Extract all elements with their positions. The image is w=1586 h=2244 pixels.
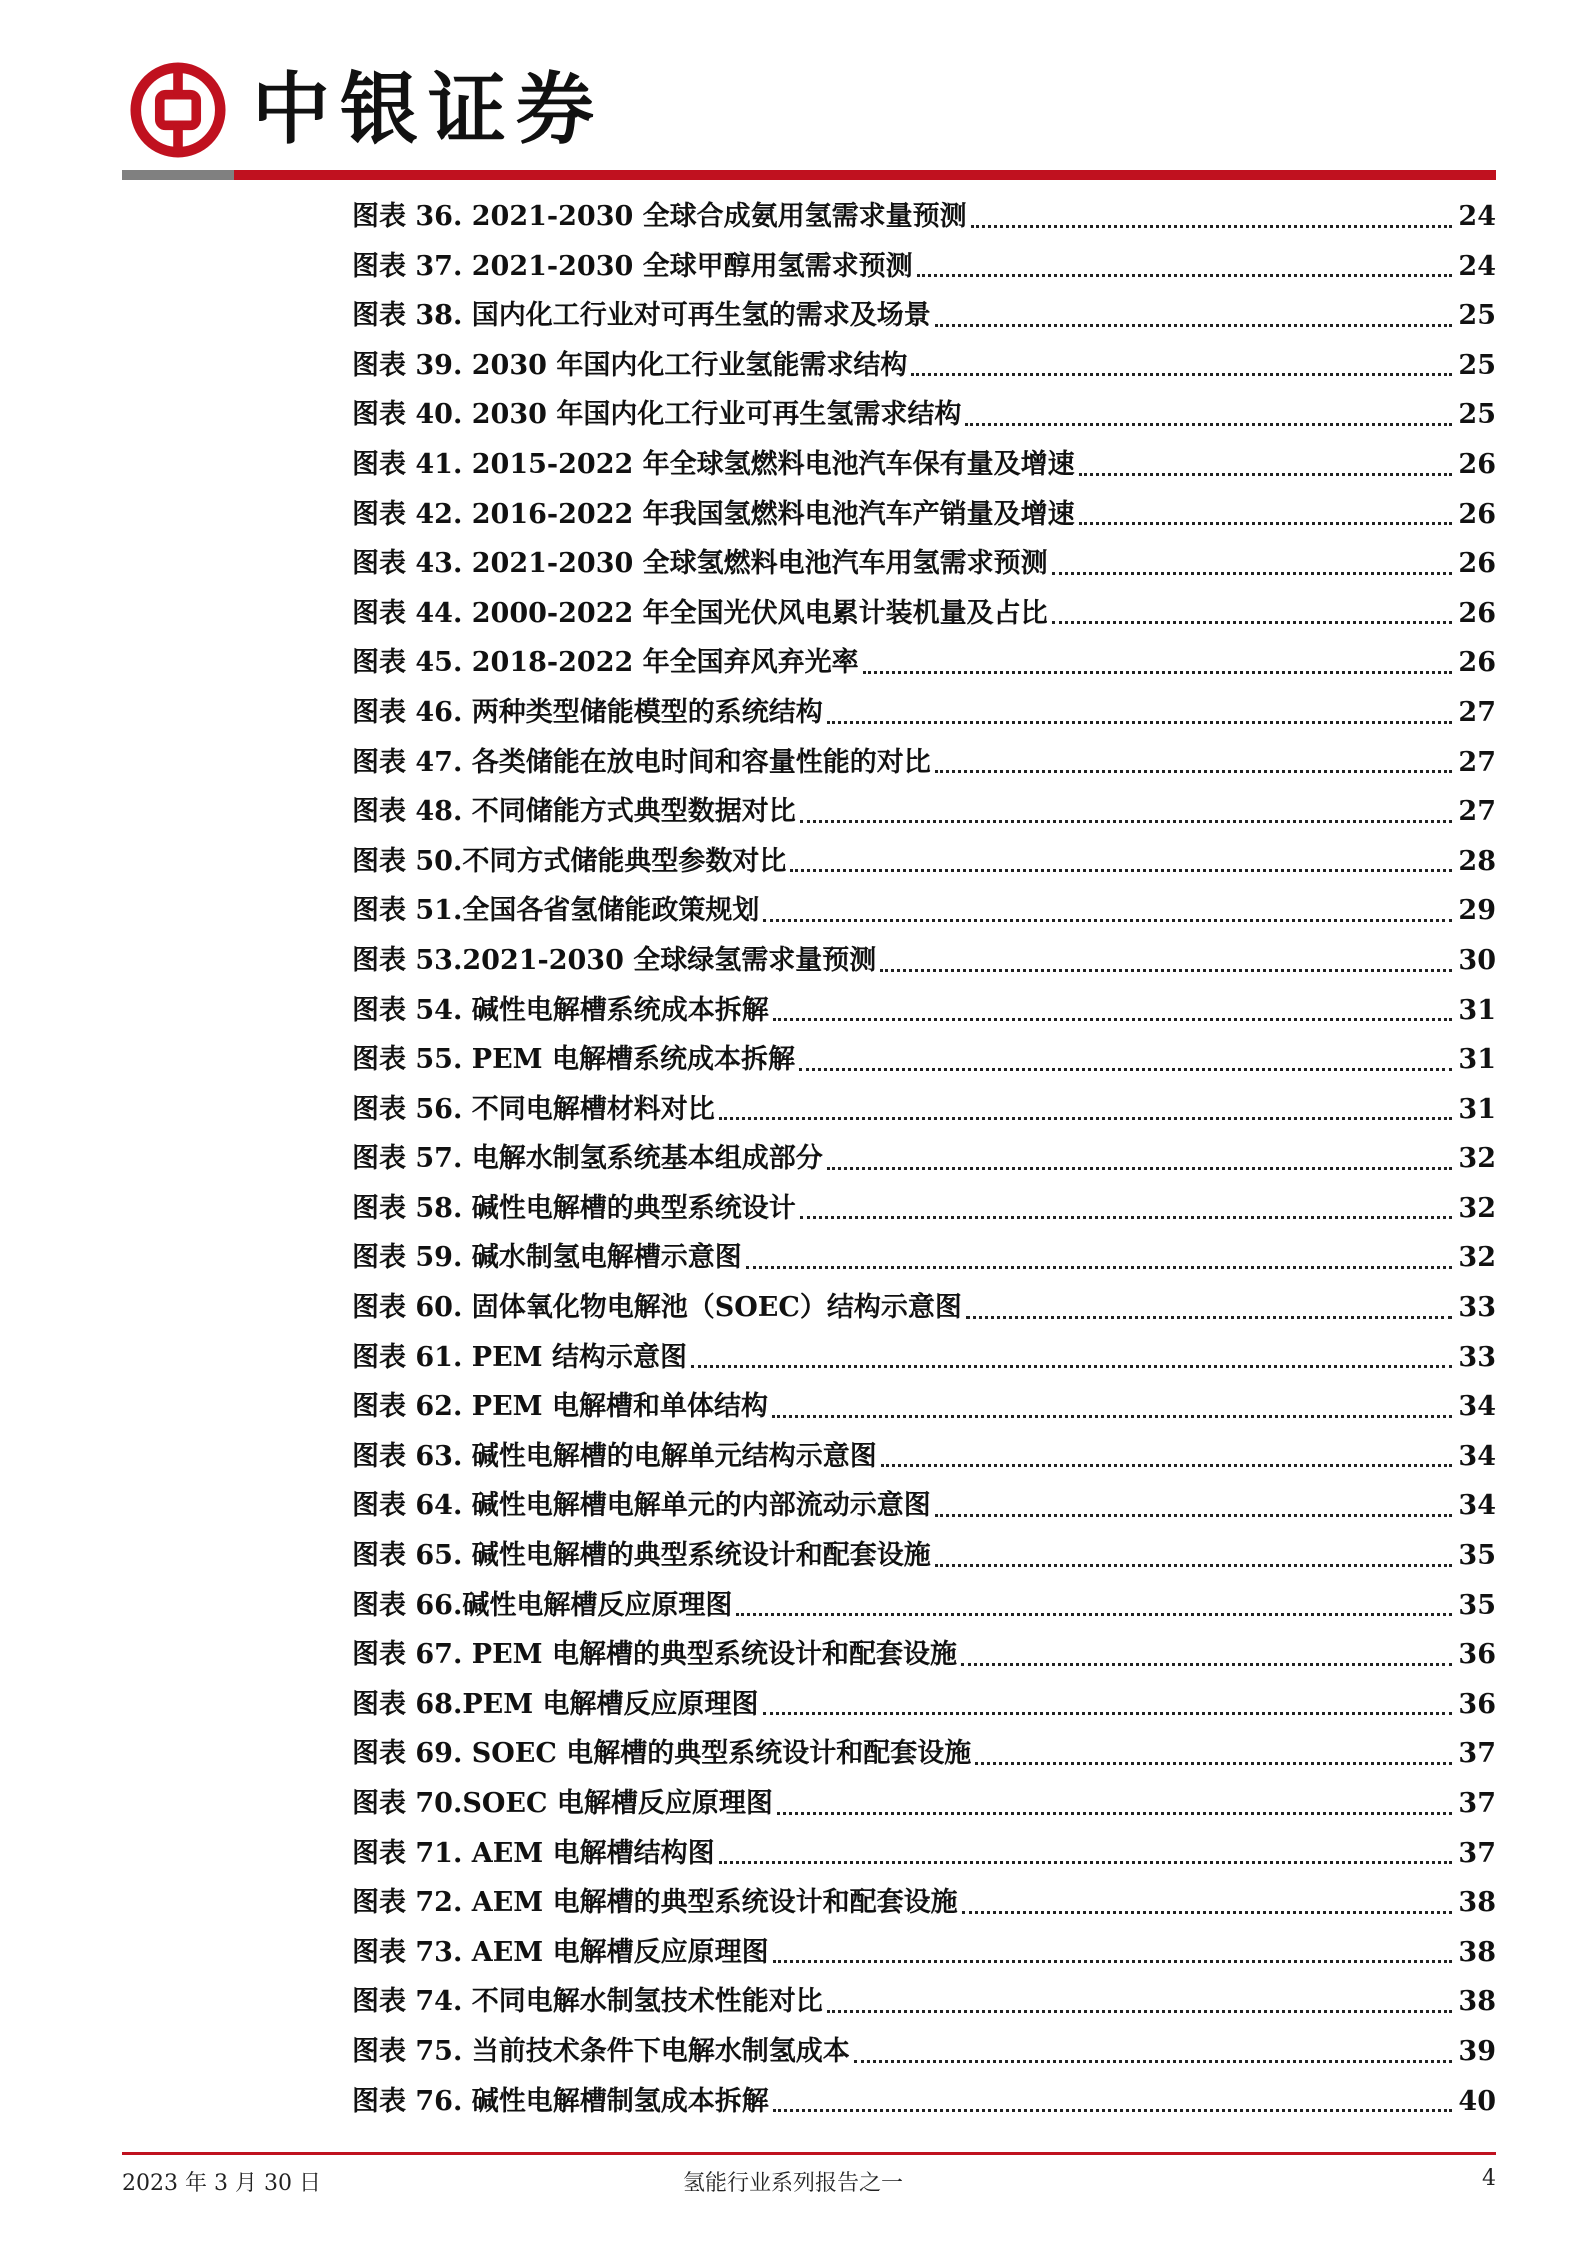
toc-dot-leader [799, 1066, 1452, 1071]
toc-entry-page: 35 [1458, 1589, 1496, 1621]
toc-entry[interactable] [352, 1928, 1496, 1978]
brand-name: 中银证券 [252, 64, 605, 155]
toc-entry[interactable] [352, 2077, 1496, 2127]
toc-entry[interactable] [352, 1581, 1496, 1631]
toc-entry-page: 38 [1458, 1936, 1496, 1968]
toc-entry-label: 图表 46. 两种类型储能模型的系统结构 [352, 696, 823, 728]
toc-entry-page: 28 [1458, 845, 1496, 877]
toc-entry[interactable] [352, 490, 1496, 540]
toc-dot-leader [935, 1512, 1452, 1517]
toc-entry-page: 27 [1458, 746, 1496, 778]
toc-dot-leader [1052, 619, 1452, 624]
toc-entry[interactable] [352, 390, 1496, 440]
toc-entry-page: 26 [1458, 647, 1496, 679]
header-rule-red [234, 170, 1496, 180]
toc-dot-leader [772, 1413, 1452, 1418]
toc-dot-leader [1052, 570, 1452, 575]
toc-entry[interactable] [352, 1382, 1496, 1432]
toc-entry-label: 图表 68.PEM 电解槽反应原理图 [352, 1688, 759, 1720]
toc-dot-leader [719, 1859, 1452, 1864]
footer-date: 2023 年 3 月 30 日 [122, 2171, 321, 2196]
toc-entry-page: 26 [1458, 448, 1496, 480]
toc-entry[interactable] [352, 1531, 1496, 1581]
toc-entry-label: 图表 63. 碱性电解槽的电解单元结构示意图 [352, 1440, 877, 1472]
toc-dot-leader [935, 1562, 1452, 1567]
toc-entry[interactable] [352, 1134, 1496, 1184]
toc-entry[interactable] [352, 638, 1496, 688]
toc-entry-label: 图表 42. 2016-2022 年我国氢燃料电池汽车产销量及增速 [352, 498, 1075, 530]
toc-entry-label: 图表 37. 2021-2030 全球甲醇用氢需求预测 [352, 250, 913, 282]
toc-entry[interactable] [352, 1184, 1496, 1234]
toc-dot-leader [773, 1016, 1452, 1021]
toc-entry[interactable] [352, 787, 1496, 837]
toc-dot-leader [746, 1264, 1452, 1269]
toc-entry-label: 图表 73. AEM 电解槽反应原理图 [352, 1936, 769, 1968]
toc-entry[interactable] [352, 1729, 1496, 1779]
toc-entry-page: 33 [1458, 1341, 1496, 1373]
toc-dot-leader [917, 272, 1452, 277]
toc-entry[interactable] [352, 440, 1496, 490]
toc-entry[interactable] [352, 1630, 1496, 1680]
toc-entry-label: 图表 66.碱性电解槽反应原理图 [352, 1589, 733, 1621]
toc-entry[interactable] [352, 539, 1496, 589]
toc-dot-leader [935, 322, 1452, 327]
toc-entry[interactable] [352, 1680, 1496, 1730]
toc-entry[interactable] [352, 1977, 1496, 2027]
toc-entry-page: 40 [1458, 2085, 1496, 2117]
figure-index-list [352, 192, 1496, 2126]
toc-dot-leader [965, 421, 1452, 426]
toc-entry-label: 图表 50.不同方式储能典型参数对比 [352, 845, 787, 877]
toc-entry-page: 31 [1458, 1044, 1496, 1076]
toc-entry-label: 图表 60. 固体氧化物电解池（SOEC）结构示意图 [352, 1292, 962, 1324]
toc-dot-leader [827, 1165, 1452, 1170]
toc-entry[interactable] [352, 1779, 1496, 1829]
toc-entry[interactable] [352, 1333, 1496, 1383]
toc-entry-label: 图表 64. 碱性电解槽电解单元的内部流动示意图 [352, 1490, 931, 1522]
toc-entry-page: 35 [1458, 1540, 1496, 1572]
toc-dot-leader [790, 867, 1452, 872]
toc-entry-page: 31 [1458, 994, 1496, 1026]
toc-dot-leader [911, 371, 1452, 376]
toc-entry-label: 图表 53.2021-2030 全球绿氢需求量预测 [352, 944, 877, 976]
toc-entry[interactable] [352, 688, 1496, 738]
toc-entry-label: 图表 71. AEM 电解槽结构图 [352, 1837, 715, 1869]
toc-entry[interactable] [352, 1829, 1496, 1879]
page-header [122, 40, 1472, 170]
toc-entry[interactable] [352, 1481, 1496, 1531]
footer-rule [122, 2152, 1496, 2155]
toc-dot-leader [966, 1314, 1452, 1319]
toc-entry-label: 图表 45. 2018-2022 年全国弃风弃光率 [352, 647, 859, 679]
toc-entry-label: 图表 47. 各类储能在放电时间和容量性能的对比 [352, 746, 931, 778]
toc-entry-page: 32 [1458, 1192, 1496, 1224]
toc-entry[interactable] [352, 738, 1496, 788]
toc-entry-page: 25 [1458, 300, 1496, 332]
toc-entry-page: 27 [1458, 796, 1496, 828]
toc-entry-page: 25 [1458, 399, 1496, 431]
toc-entry[interactable] [352, 886, 1496, 936]
toc-entry-label: 图表 59. 碱水制氢电解槽示意图 [352, 1242, 742, 1274]
toc-entry-label: 图表 62. PEM 电解槽和单体结构 [352, 1391, 768, 1423]
toc-entry-page: 25 [1458, 349, 1496, 381]
bank-of-china-logo [130, 62, 226, 158]
toc-entry-page: 34 [1458, 1391, 1496, 1423]
toc-entry-label: 图表 67. PEM 电解槽的典型系统设计和配套设施 [352, 1639, 957, 1671]
toc-entry-page: 24 [1458, 201, 1496, 232]
toc-entry-label: 图表 51.全国各省氢储能政策规划 [352, 895, 760, 927]
toc-dot-leader [1079, 520, 1452, 525]
toc-entry-label: 图表 41. 2015-2022 年全球氢燃料电池汽车保有量及增速 [352, 448, 1075, 480]
toc-entry-page: 39 [1458, 2035, 1496, 2067]
toc-entry[interactable] [352, 589, 1496, 639]
toc-dot-leader [800, 1214, 1452, 1219]
toc-dot-leader [880, 967, 1452, 972]
toc-dot-leader [777, 1810, 1452, 1815]
toc-entry-label: 图表 36. 2021-2030 全球合成氨用氢需求量预测 [352, 201, 967, 232]
toc-entry-label: 图表 44. 2000-2022 年全国光伏风电累计装机量及占比 [352, 597, 1048, 629]
toc-entry[interactable] [352, 837, 1496, 887]
toc-entry[interactable] [352, 192, 1496, 242]
toc-entry[interactable] [352, 1878, 1496, 1928]
toc-entry-page: 36 [1458, 1639, 1496, 1671]
toc-dot-leader [763, 917, 1452, 922]
toc-entry-page: 36 [1458, 1688, 1496, 1720]
toc-entry[interactable] [352, 341, 1496, 391]
toc-entry[interactable] [352, 1085, 1496, 1135]
toc-dot-leader [736, 1611, 1452, 1616]
toc-entry-page: 24 [1458, 250, 1496, 282]
footer-report-title: 氢能行业系列报告之一 [682, 2171, 903, 2196]
toc-entry-page: 37 [1458, 1837, 1496, 1869]
toc-dot-leader [935, 768, 1452, 773]
toc-dot-leader [961, 1661, 1452, 1666]
toc-entry[interactable] [352, 936, 1496, 986]
toc-entry-page: 33 [1458, 1292, 1496, 1324]
toc-entry-page: 38 [1458, 1986, 1496, 2018]
toc-entry-label: 图表 65. 碱性电解槽的典型系统设计和配套设施 [352, 1540, 931, 1572]
toc-entry-label: 图表 56. 不同电解槽材料对比 [352, 1093, 715, 1125]
toc-dot-leader [827, 719, 1452, 724]
toc-entry-page: 37 [1458, 1788, 1496, 1819]
toc-dot-leader [773, 2107, 1452, 2112]
toc-entry-label: 图表 48. 不同储能方式典型数据对比 [352, 796, 796, 828]
toc-entry-page: 26 [1458, 498, 1496, 530]
toc-entry-label: 图表 70.SOEC 电解槽反应原理图 [352, 1788, 773, 1819]
toc-dot-leader [1079, 471, 1452, 476]
toc-dot-leader [975, 1760, 1452, 1765]
toc-entry-page: 34 [1458, 1440, 1496, 1472]
toc-dot-leader [800, 818, 1452, 823]
toc-entry[interactable] [352, 1283, 1496, 1333]
toc-entry[interactable] [352, 1432, 1496, 1482]
toc-entry-page: 32 [1458, 1143, 1496, 1175]
toc-entry-label: 图表 39. 2030 年国内化工行业氢能需求结构 [352, 349, 908, 381]
toc-entry-label: 图表 55. PEM 电解槽系统成本拆解 [352, 1044, 795, 1076]
toc-dot-leader [691, 1363, 1452, 1368]
toc-entry[interactable] [352, 1233, 1496, 1283]
toc-entry-label: 图表 58. 碱性电解槽的典型系统设计 [352, 1192, 796, 1224]
toc-dot-leader [854, 2058, 1452, 2063]
header-rule-gray [122, 170, 234, 180]
toc-dot-leader [827, 2008, 1452, 2013]
toc-dot-leader [719, 1115, 1452, 1120]
toc-dot-leader [773, 1958, 1452, 1963]
toc-dot-leader [881, 1462, 1452, 1467]
toc-entry[interactable] [352, 242, 1496, 292]
toc-entry-page: 26 [1458, 548, 1496, 580]
toc-entry-page: 27 [1458, 696, 1496, 728]
footer-page-number: 4 [1482, 2166, 1496, 2191]
toc-entry-label: 图表 76. 碱性电解槽制氢成本拆解 [352, 2085, 769, 2117]
toc-entry-label: 图表 43. 2021-2030 全球氢燃料电池汽车用氢需求预测 [352, 548, 1048, 580]
toc-entry-page: 31 [1458, 1093, 1496, 1125]
toc-entry-label: 图表 74. 不同电解水制氢技术性能对比 [352, 1986, 823, 2018]
toc-entry-label: 图表 57. 电解水制氢系统基本组成部分 [352, 1143, 823, 1175]
toc-entry-label: 图表 61. PEM 结构示意图 [352, 1341, 687, 1373]
toc-entry-page: 32 [1458, 1242, 1496, 1274]
toc-entry-label: 图表 54. 碱性电解槽系统成本拆解 [352, 994, 769, 1026]
toc-entry-page: 30 [1458, 944, 1496, 976]
toc-entry-page: 38 [1458, 1887, 1496, 1919]
toc-entry-page: 29 [1458, 895, 1496, 927]
toc-dot-leader [971, 223, 1452, 228]
toc-dot-leader [962, 1909, 1452, 1914]
toc-dot-leader [763, 1710, 1452, 1715]
toc-entry-label: 图表 72. AEM 电解槽的典型系统设计和配套设施 [352, 1887, 958, 1919]
toc-entry-page: 37 [1458, 1738, 1496, 1770]
toc-entry[interactable] [352, 1035, 1496, 1085]
toc-entry[interactable] [352, 2027, 1496, 2077]
toc-entry-page: 26 [1458, 597, 1496, 629]
toc-dot-leader [863, 669, 1452, 674]
toc-entry-label: 图表 40. 2030 年国内化工行业可再生氢需求结构 [352, 399, 962, 431]
toc-entry-page: 34 [1458, 1490, 1496, 1522]
toc-entry-label: 图表 69. SOEC 电解槽的典型系统设计和配套设施 [352, 1738, 972, 1770]
toc-entry[interactable] [352, 986, 1496, 1036]
toc-entry-label: 图表 75. 当前技术条件下电解水制氢成本 [352, 2035, 850, 2067]
toc-entry-label: 图表 38. 国内化工行业对可再生氢的需求及场景 [352, 300, 931, 332]
toc-entry[interactable] [352, 291, 1496, 341]
